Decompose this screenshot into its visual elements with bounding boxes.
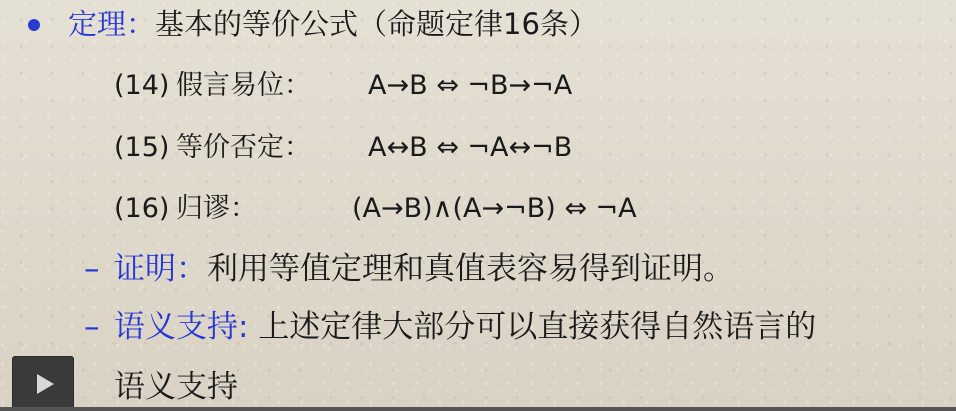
rule-name: 等价否定： xyxy=(176,132,311,163)
rule-item xyxy=(114,193,637,224)
proof-separator: ： xyxy=(176,251,207,287)
theorem-heading xyxy=(68,7,598,41)
rule-number: (16) xyxy=(114,193,170,224)
proof-text: 利用等值定理和真值表容易得到证明。 xyxy=(207,251,734,287)
semantics-text: 上述定律大部分可以直接获得自然语言的 xyxy=(258,309,817,345)
rule-name: 假言易位： xyxy=(176,70,311,101)
play-button[interactable] xyxy=(12,356,74,411)
semantics-continuation: 语义支持 xyxy=(114,369,238,405)
semantics-separator: : xyxy=(238,309,259,345)
rule-name: 归谬： xyxy=(176,193,257,224)
video-progress-track[interactable] xyxy=(0,407,956,411)
semantics-dash: – xyxy=(84,309,100,345)
play-icon[interactable] xyxy=(37,374,54,394)
rule-item xyxy=(114,132,573,163)
rule-item xyxy=(114,70,573,101)
rule-formula: A↔B ⇔ ¬A↔¬B xyxy=(368,132,573,163)
proof-dash: – xyxy=(84,251,100,287)
semantics-line xyxy=(84,309,817,345)
proof-label: 证明 xyxy=(114,251,176,287)
semantics-label: 语义支持 xyxy=(114,309,238,345)
theorem-label: 定理 xyxy=(68,7,127,41)
rule-number: (15) xyxy=(114,132,170,163)
proof-line xyxy=(84,251,734,287)
bullet-dot xyxy=(28,19,40,31)
rule-number: (14) xyxy=(114,70,170,101)
rule-formula: (A→B)∧(A→¬B) ⇔ ¬A xyxy=(352,193,637,224)
theorem-text: 基本的等价公式（命题定律16条） xyxy=(155,7,598,41)
rule-formula: A→B ⇔ ¬B→¬A xyxy=(368,70,573,101)
theorem-separator: ： xyxy=(126,7,156,41)
